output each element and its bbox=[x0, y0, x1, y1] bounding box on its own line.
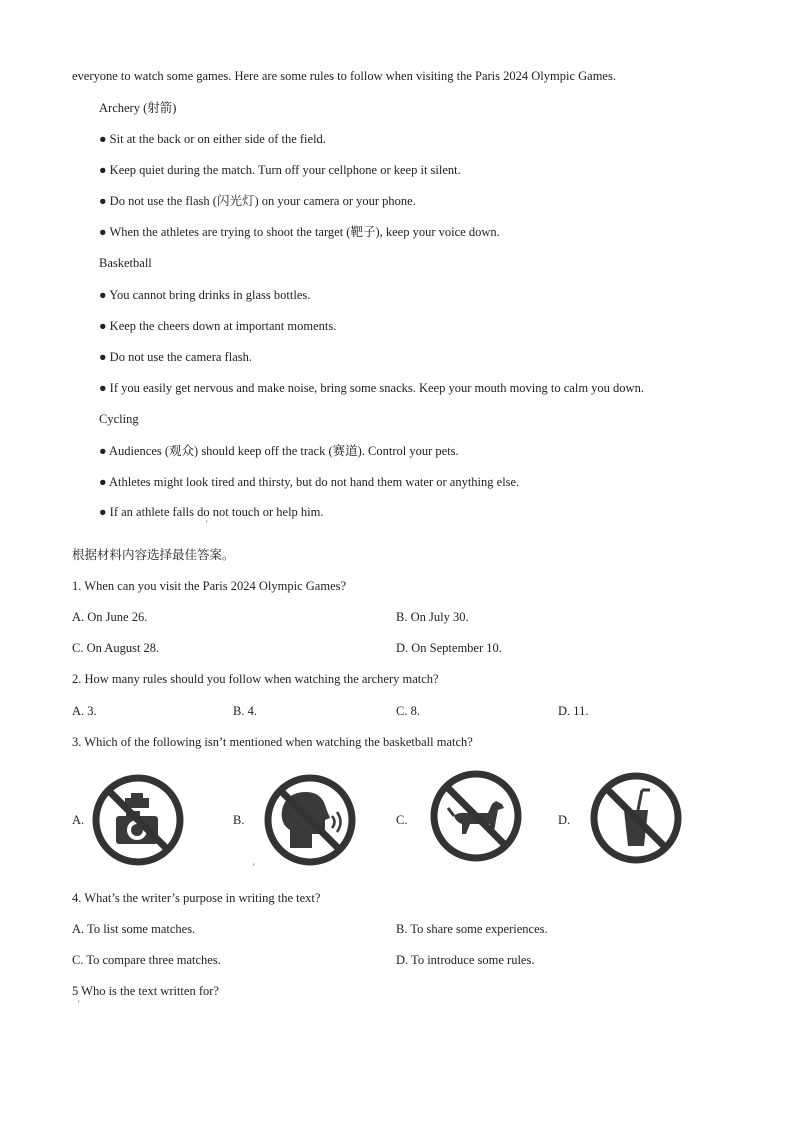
option-d[interactable]: D. On September 10. bbox=[396, 641, 502, 655]
rule-item: ● You cannot bring drinks in glass bottles. bbox=[99, 288, 311, 302]
no-pets-icon[interactable] bbox=[426, 768, 526, 864]
rule-item: ● Keep quiet during the match. Turn off your cellphone or keep it silent. bbox=[99, 163, 461, 177]
option-d[interactable]: D. To introduce some rules. bbox=[396, 953, 535, 967]
rule-item: ● Keep the cheers down at important moments. bbox=[99, 319, 337, 333]
option-a[interactable]: A. bbox=[72, 813, 85, 827]
option-d[interactable]: D. 11. bbox=[558, 704, 589, 718]
rule-item: ● Do not use the camera flash. bbox=[99, 350, 252, 364]
rule-item: ● If an athlete falls do not touch or help him. bbox=[99, 505, 324, 519]
scan-mark: ' bbox=[78, 999, 80, 1009]
question-stem: 4. What’s the writer’s purpose in writing the text? bbox=[72, 891, 321, 905]
section-title-cycling: Cycling bbox=[99, 412, 139, 426]
option-b[interactable]: B. On July 30. bbox=[396, 610, 469, 624]
question-stem: 2. How many rules should you follow when watching the archery match? bbox=[72, 672, 439, 686]
rule-item: ● Sit at the back or on either side of the field. bbox=[99, 132, 326, 146]
option-c[interactable]: C. On August 28. bbox=[72, 641, 160, 655]
option-b[interactable]: B. 4. bbox=[233, 704, 257, 718]
option-a[interactable]: A. 3. bbox=[72, 704, 97, 718]
section-title-basketball: Basketball bbox=[99, 256, 152, 270]
rule-item: ● Audiences (观众) should keep off the track (赛道). Control your pets. bbox=[99, 444, 459, 458]
option-c[interactable]: C. 8. bbox=[396, 704, 420, 718]
option-a[interactable]: A. To list some matches. bbox=[72, 922, 196, 936]
question-stem: 3. Which of the following isn’t mentioned when watching the basketball match? bbox=[72, 735, 473, 749]
instruction-text: 根据材料内容选择最佳答案。 bbox=[72, 548, 235, 562]
option-b[interactable]: B. To share some experiences. bbox=[396, 922, 548, 936]
option-d[interactable]: D. bbox=[558, 813, 571, 827]
no-talking-icon[interactable] bbox=[260, 772, 360, 868]
question-stem: 1. When can you visit the Paris 2024 Olympic Games? bbox=[72, 579, 347, 593]
scan-mark: ' bbox=[253, 862, 255, 872]
option-a[interactable]: A. On June 26. bbox=[72, 610, 148, 624]
scan-mark: ' bbox=[206, 519, 208, 529]
question-stem: 5 Who is the text written for? bbox=[72, 984, 219, 998]
intro-text: everyone to watch some games. Here are some rules to follow when visiting the Paris 2024 Olympic Games. bbox=[72, 69, 616, 83]
option-b[interactable]: B. bbox=[233, 813, 245, 827]
section-title-archery: Archery (射箭) bbox=[99, 101, 177, 115]
rule-item: ● When the athletes are trying to shoot the target (靶子), keep your voice down. bbox=[99, 225, 500, 239]
no-camera-icon[interactable] bbox=[88, 772, 188, 868]
rule-item: ● If you easily get nervous and make noise, bring some snacks. Keep your mouth moving to calm you down. bbox=[99, 381, 644, 395]
rule-item: ● Athletes might look tired and thirsty, but do not hand them water or anything else. bbox=[99, 475, 520, 489]
option-c[interactable]: C. bbox=[396, 813, 408, 827]
no-drinks-icon[interactable] bbox=[586, 770, 686, 866]
option-c[interactable]: C. To compare three matches. bbox=[72, 953, 221, 967]
rule-item: ● Do not use the flash (闪光灯) on your camera or your phone. bbox=[99, 194, 416, 208]
